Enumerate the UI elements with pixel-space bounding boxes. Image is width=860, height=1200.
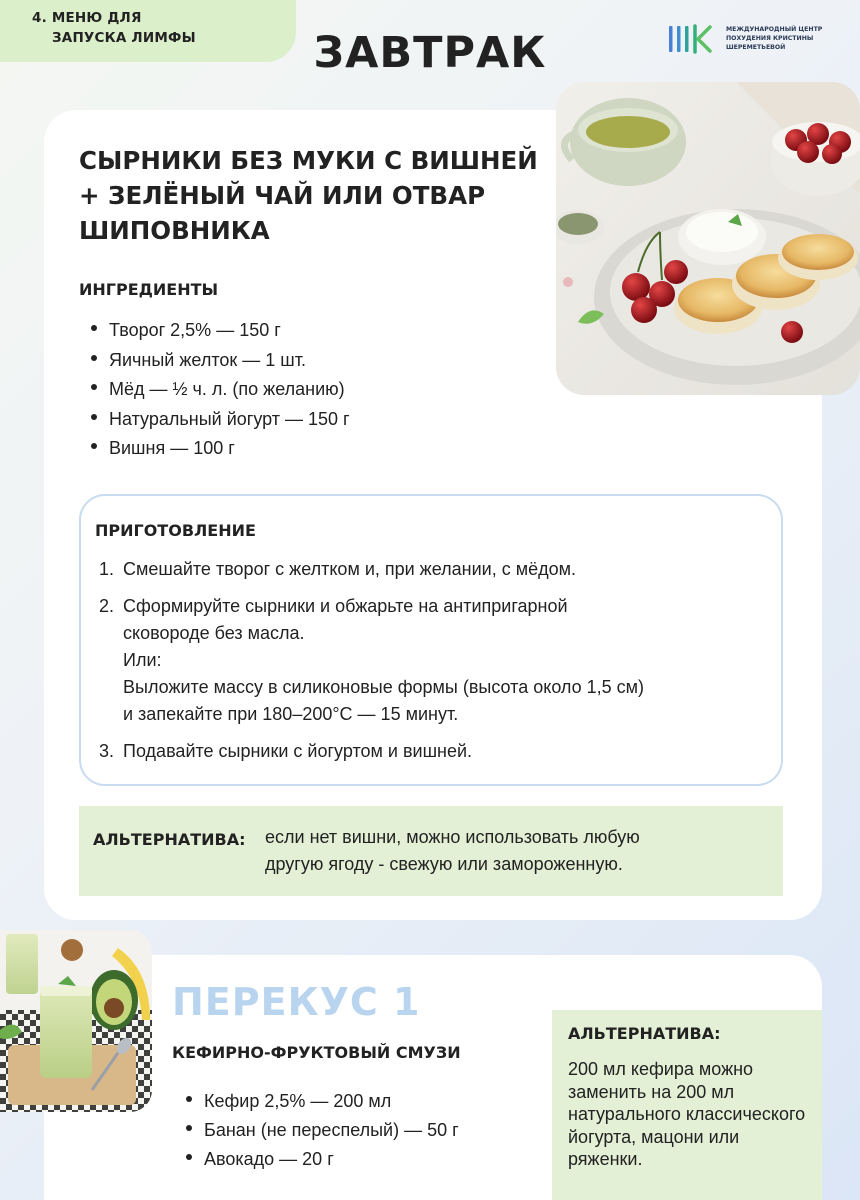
list-item: Авокадо — 20 г [184, 1145, 544, 1174]
snack-recipe-title: КЕФИРНО-ФРУКТОВЫЙ СМУЗИ [172, 1043, 461, 1062]
snack-alternative-box [552, 1010, 822, 1200]
logo [668, 22, 848, 58]
page-title: ЗАВТРАК [313, 28, 547, 78]
logo-text-line3: ШЕРЕМЕТЬЕВОЙ [726, 44, 786, 51]
step-text-line: Сформируйте сырники и обжарьте на антипригарной [123, 596, 568, 616]
list-item: Творог 2,5% — 150 г [89, 316, 529, 346]
ingredients-heading: ИНГРЕДИЕНТЫ [79, 280, 219, 299]
alternative-text-line: если нет вишни, можно использовать любую [265, 827, 640, 847]
preparation-steps [99, 556, 769, 775]
preparation-box [79, 494, 783, 786]
smoothie-avocado-banana-photo-icon [0, 930, 152, 1112]
list-item: Банан (не переспелый) — 50 г [184, 1116, 544, 1145]
logo-mark-icon [668, 24, 714, 54]
step-item [99, 738, 769, 765]
step-number: 3. [99, 741, 115, 761]
step-text-line: сковороде без масла. [123, 623, 305, 643]
list-item: Яичный желток — 1 шт. [89, 346, 529, 376]
logo-text-line1: МЕЖДУНАРОДНЫЙ ЦЕНТР [726, 26, 823, 33]
preparation-heading: ПРИГОТОВЛЕНИЕ [95, 521, 256, 540]
step-item [99, 593, 769, 728]
alternative-text [265, 824, 765, 878]
step-text: Смешайте творог с желтком и, при желании, с мёдом. [123, 559, 576, 579]
step-item [99, 556, 769, 583]
smoothie-photo [0, 930, 152, 1112]
list-item: Вишня — 100 г [89, 434, 529, 464]
alternative-box [79, 806, 783, 896]
step-number: 2. [99, 596, 115, 616]
syrniki-photo [556, 82, 860, 395]
alternative-text-line: другую ягоду - свежую или замороженную. [265, 854, 623, 874]
logo-text-line2: ПОХУДЕНИЯ КРИСТИНЫ [726, 35, 814, 42]
step-text-line: Или: [123, 650, 162, 670]
snack-title: ПЕРЕКУС 1 [172, 980, 421, 1024]
alternative-label: АЛЬТЕРНАТИВА: [93, 830, 246, 849]
ingredients-list [89, 316, 529, 464]
section-tag-line1: 4. МЕНЮ ДЛЯ [32, 10, 142, 26]
list-item: Мёд — ½ ч. л. (по желанию) [89, 375, 529, 405]
step-text: Подавайте сырники с йогуртом и вишней. [123, 741, 473, 761]
snack-alternative-text: 200 мл кефира можно заменить на 200 мл натурального классического йогурта, мацони или ряженки. [568, 1059, 806, 1169]
step-text-line: и запекайте при 180–200°С — 15 минут. [123, 704, 459, 724]
section-tag-line2: ЗАПУСКА ЛИМФЫ [52, 30, 196, 46]
syrniki-cherry-tea-photo-icon [556, 82, 860, 395]
list-item: Кефир 2,5% — 200 мл [184, 1087, 544, 1116]
recipe-title: СЫРНИКИ БЕЗ МУКИ С ВИШНЕЙ + ЗЕЛЁНЫЙ ЧАЙ ИЛИ ОТВАР ШИПОВНИКА [79, 146, 538, 245]
section-tag [32, 8, 232, 48]
step-number: 1. [99, 559, 115, 579]
snack-alternative-label: АЛЬТЕРНАТИВА: [568, 1024, 721, 1043]
logo-text [726, 25, 848, 52]
snack-ingredients-list [184, 1087, 544, 1174]
list-item: Натуральный йогурт — 150 г [89, 405, 529, 435]
step-text-line: Выложите массу в силиконовые формы (высота около 1,5 см) [123, 677, 645, 697]
